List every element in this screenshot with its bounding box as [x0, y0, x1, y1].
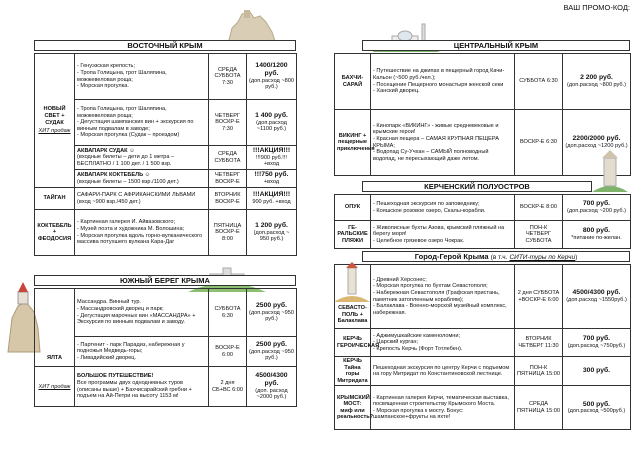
tour-description: АКВАПАРК СУДАК ☺ (входные билеты – дети до 1 метра – БЕСПЛАТНО / 1 100 дет. / 1 500 взр.: [75, 146, 209, 170]
city-tours-link[interactable]: СИТИ-туры по Керчи: [509, 254, 576, 261]
tour-price: 800 руб. *питание по-желан.: [563, 221, 631, 249]
tour-name: ОПУК: [335, 195, 371, 221]
hero-city-title: Город-Герой Крыма: [414, 252, 489, 261]
tour-name: ЯЛТА: [35, 289, 75, 367]
tour-days: ЧЕТВЕРГ ВОСКР-Е: [209, 170, 247, 188]
tour-price: 700 руб. (доп.расход ~200 руб.): [563, 195, 631, 221]
table-row: [335, 265, 631, 329]
tour-description: - Кинопарк «ВИКИНГ» - живые средневековые и крымские герои! - Красная пещера – САМАЯ КРУПНАЯ ПЕЩЕРА КРЫМА; - Водопад Су-Учхан – САМЫЙ полноводный водопад, не пересыхающий даже летом.: [371, 110, 515, 176]
table-row: [335, 357, 631, 386]
tour-description: - Живописные бухты Азова, крымский пляжный на берегу моря! - Целебное грязевое озеро Чокрак.: [371, 221, 515, 249]
tour-name: КЕРЧЬ Тайна горы Митридата: [335, 357, 371, 386]
tour-price: 500 руб. (доп.расход ~500руб.): [563, 386, 631, 430]
tour-days: ПОН-К ЧЕТВЕРГ СУББОТА: [515, 221, 563, 249]
table-row: [35, 100, 297, 146]
tour-description: - Путешествие на джипах в пещерный город Качи-Кальон (~500 руб./чел.); - Посещение Пещерного монастыря женской секи - Ханский дворец.: [371, 54, 515, 110]
hero-city-note-end: ): [575, 254, 578, 261]
lighthouse-illustration: [334, 262, 370, 302]
kerch-peninsula-table: [334, 194, 631, 249]
tour-days: ВТОРНИК ЧЕТВЕРГ 11:30: [515, 329, 563, 357]
table-row: [335, 54, 631, 110]
tour-description: - Картинная галерея Керчи, тематическая выставка, посвященная строительству Крымского Моста. - Морская прогулка к мосту. Бонус: шампанское+фрукты на яхте!: [371, 386, 515, 430]
tour-name: ТАЙГАН: [35, 188, 75, 210]
central-crimea-header: ЦЕНТРАЛЬНЫЙ КРЫМ: [362, 40, 630, 51]
central-crimea-table: [334, 53, 631, 176]
tour-price: 2200/2000 руб. (доп.расход ~1200 руб.): [563, 110, 631, 176]
tour-name: ГЕ-РАЛЬСКИЕ ПЛЯЖИ: [335, 221, 371, 249]
tour-description: БОЛЬШОЕ ПУТЕШЕСТВИЕ! Все программы двух однодневных туров (описаны выше) + Бахчисарайский гребни + подъем на Ай-Петри на высоту 1153 м!: [75, 367, 209, 407]
table-row: [35, 54, 297, 100]
tour-description: - Пешеходная экскурсия по заповеднику; - Кояшское розовое озеро, Скалы-корабли.: [371, 195, 515, 221]
table-row: [335, 195, 631, 221]
tour-name: КРЫМСКИЙ МОСТ: миф или реальность?: [335, 386, 371, 430]
table-row: [35, 210, 297, 256]
tour-price: 2 200 руб. (доп.расход ~800 руб.): [563, 54, 631, 110]
tour-description: - Древний Херсонес; - Морская прогулка по бухтам Севастополя; - Набережная Севастополя (Графская пристань, памятник затопленным кораблям); - Балаклава - Военно-морской музейный комплекс, набережная.: [371, 265, 515, 329]
tour-days: СРЕДА СУББОТА 7:30: [209, 54, 247, 100]
tour-days: ПОН-К ПЯТНИЦА 15:00: [515, 357, 563, 386]
kerch-peninsula-header: КЕРЧЕНСКИЙ ПОЛУОСТРОВ: [362, 181, 592, 192]
tour-days: СРЕДА СУББОТА: [209, 146, 247, 170]
east-crimea-header: ВОСТОЧНЫЙ КРЫМ: [34, 40, 296, 51]
hero-city-table: [334, 264, 631, 430]
tour-days: 2 дня СУББОТА +ВОСКР-Е 6:00: [515, 265, 563, 329]
tour-days: ЧЕТВЕРГ ВОСКР-Е 7:30: [209, 100, 247, 146]
tour-name: БАХЧИ-САРАЙ: [335, 54, 371, 110]
table-row: [335, 110, 631, 176]
tour-description: - Аджимушкайские каменоломни; - Царский курган; - Крепость Керчь (Форт Тотлебен).: [371, 329, 515, 357]
table-row: [335, 329, 631, 357]
tour-days: ПЯТНИЦА ВОСКР-Е 8:00: [209, 210, 247, 256]
tour-price: 700 руб. (доп.расход ~750руб.): [563, 329, 631, 357]
tour-description: Пешеходная экскурсия по центру Керчи с подъемом на гору Митридат по Константиновской лестнице.: [371, 357, 515, 386]
tour-days: ВОСКР-Е 8:00: [515, 195, 563, 221]
tour-description: АКВАПАРК КОКТЕБЕЛЬ ☺ (входные билеты – 1500 взр./1100 дет.): [75, 170, 209, 188]
hero-city-header: [362, 251, 630, 262]
tour-name: НОВЫЙ СВЕТ + СУДАК ХИТ продаж: [35, 54, 75, 188]
tour-description: - Партенит - парк Парадиз, набережная у подножья Медведь-горы; - Ливадийский дворец.: [75, 337, 209, 367]
rock-fortress-illustration: [224, 8, 280, 44]
tour-description: - Картинная галерея И. Айвазовского; - Музей поэта и художника М. Волошина; - Морская прогулка вдоль горно-вулканического массива потухшего вулкана Кара-Даг: [75, 210, 209, 256]
tour-description: - Генуэзская крепость; - Тропа Голицына, грот Шаляпина, можжевеловая роща; - Морская прогулка.: [75, 54, 209, 100]
tour-description: САФАРИ-ПАРК С АФРИКАНСКИМИ ЛЬВАМИ (вход ~900 взр./450 дет.): [75, 188, 209, 210]
table-row: [35, 337, 297, 367]
tour-price: 1 200 руб. (доп.расход ~ 950 руб.): [247, 210, 297, 256]
table-row: [335, 386, 631, 430]
tour-days: ВТОРНИК ВОСКР-Е: [209, 188, 247, 210]
south-coast-table: [34, 288, 297, 407]
tour-price: 1400/1200 руб. (доп.расход ~800 руб.): [247, 54, 297, 100]
table-row: [35, 188, 297, 210]
tour-price: 2500 руб. (доп.расход ~950 руб.): [247, 337, 297, 367]
table-row: [35, 146, 297, 170]
tour-description: - Тропа Голицына, грот Шаляпина, можжевеловая роща; - Дегустация шампанских вин + экскурсия по винным подвалам в заводе; - Морская прогулка (Судак – проездом): [75, 100, 209, 146]
promo-code-label: ВАШ ПРОМО-КОД:: [563, 3, 630, 12]
tour-price: 300 руб.: [563, 357, 631, 386]
table-row: [35, 367, 297, 407]
tour-name: ВИКИНГ + пещерные приключения: [335, 110, 371, 176]
south-coast-header: ЮЖНЫЙ БЕРЕГ КРЫМА: [34, 275, 296, 286]
east-crimea-table: [34, 53, 297, 256]
tour-price: 4500/4300 руб. (доп. расход ~2000 руб.): [247, 367, 297, 407]
tour-price: !!!АКЦИЯ!!! 900 руб. +вход: [247, 188, 297, 210]
tour-price: 4500/4300 руб. (доп.расход ~1550руб.): [563, 265, 631, 329]
tour-price: !!!750 руб. +вход: [247, 170, 297, 188]
tour-price: !!!АКЦИЯ!!! !!!900 руб.!!! +вход: [247, 146, 297, 170]
tower-illustration: [592, 150, 628, 192]
table-row: [35, 170, 297, 188]
tour-days: 2 дня СБ+ВС 6:00: [209, 367, 247, 407]
tour-description: Массандра. Винный тур. - Массандровский дворец и парк; - Дегустация марочных вин «МАССАНДРА» + Экскурсия по винным подвалам и заводу.: [75, 289, 209, 337]
tour-days: СУББОТА 6:30: [209, 289, 247, 337]
tour-days: СУББОТА 6:30: [515, 54, 563, 110]
table-row: [335, 221, 631, 249]
tour-name: КОКТЕБЕЛЬ + ФЕОДОСИЯ: [35, 210, 75, 256]
tour-price: 1 400 руб. (доп.расход ~1100 руб.): [247, 100, 297, 146]
tour-days: СРЕДА ПЯТНИЦА 15:00: [515, 386, 563, 430]
table-row: [35, 289, 297, 337]
tour-name: ХИТ продаж: [35, 367, 75, 407]
tour-days: ВОСКР-Е 6:30: [515, 110, 563, 176]
tour-name: КЕРЧЬ ГЕРОИЧЕСКАЯ: [335, 329, 371, 357]
tour-price: 2500 руб. (доп.расход ~950 руб.): [247, 289, 297, 337]
hero-city-note: (в т.ч.: [490, 254, 508, 261]
tour-name: СЕВАСТО-ПОЛЬ + Балаклава: [335, 265, 371, 329]
tour-days: ВОСКР-Е 6:00: [209, 337, 247, 367]
